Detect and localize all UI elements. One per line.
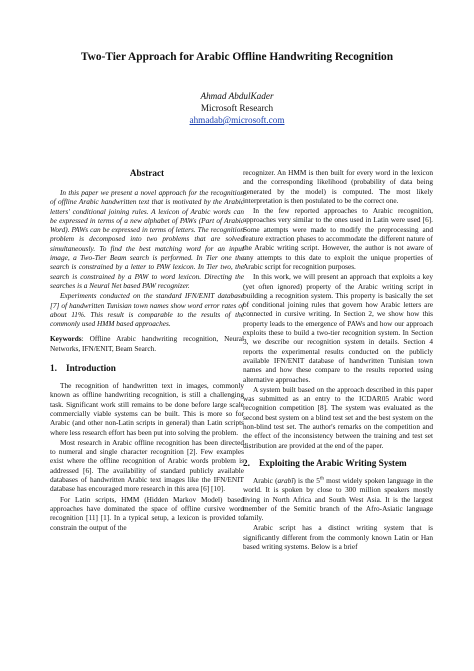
- body-paragraph: Arabic script has a distinct writing system that is significantly different from the commonly known Latin or Han based writing systems. Below is a brief: [243, 523, 433, 551]
- affiliation: Microsoft Research: [200, 103, 274, 113]
- body-paragraph: Most research in Arabic offline recognition has been directed to numeral and single character recognition [2]. Few examples exist where the offline recognition of Arabic words problem is addressed [6]. The availability of standard publicly available databases of handwritten Arabic text images like the IFN/ENIT database has encouraged more research in this area [6] [10].: [50, 437, 244, 494]
- section-heading-introduction: 1. Introduction: [50, 363, 116, 374]
- keywords-text: : Offline Arabic handwriting recognition, Neural Networks, IFN/ENIT, Beam Search.: [50, 334, 244, 353]
- author-name: Ahmad AbdulKader: [200, 91, 274, 101]
- abstract-heading: Abstract: [129, 168, 165, 178]
- body-paragraph: In this work, we will present an approach that exploits a key (yet often ignored) property of the Arabic writing script in building a recognition system. This property is basically the set of conditional joining rules that govern how Arabic letters are connected in cursive writing. In Section 2, we show how this property leads to the emergence of PAWs and how our approach exploits these to build a two-tier recognition system. In Section 3, we describe our recognition system in details. Section 4 reports the experimental results conducted on the publicly available IFN/ENIT database of handwritten Tunisian town names and how these compare to the results reported using alternative approaches.: [243, 272, 433, 384]
- body-paragraph: Arabic (arabī) is the 5th most widely spoken language in the world. It is spoken by close to 300 million speakers mostly living in North Africa and South West Asia. It is the largest member of the Semitic branch of the Afro-Asiatic language family.: [243, 475, 433, 523]
- keywords: [50, 334, 244, 353]
- body-paragraph: recognizer. An HMM is then built for every word in the lexicon and the corresponding likelihood (probability of data being generated by the model) is computed. The most likely interpretation is then postulated to be the correct one.: [243, 168, 433, 205]
- email-link[interactable]: ahmadab@microsoft.com: [189, 115, 285, 125]
- paper-title: Two-Tier Approach for Arabic Offline Handwriting Recognition: [80, 51, 394, 63]
- right-column: [243, 168, 433, 552]
- section-heading-arabic-writing: 2. Exploiting the Arabic Writing System: [243, 457, 407, 468]
- body-paragraph: In the few reported approaches to Arabic recognition, approaches very similar to the ones used in Latin were used [6]. Some attempts were made to modify the preprocessing and feature extraction phases to accommodate the different nature of the Arabic writing script. However, the author is not aware of any attempts to this date to exploit the unique properties of Arabic script for recognition purposes.: [243, 206, 433, 271]
- body-paragraph: For Latin scripts, HMM (Hidden Markov Model) based approaches have dominated the space of offline cursive word recognition [11] [1]. In a typical setup, a lexicon is provided to constrain the output of the: [50, 494, 244, 532]
- author-block: [120, 90, 354, 126]
- abstract-body: [50, 188, 244, 328]
- abstract-paragraph: In this paper we present a novel approach for the recognition of offline Arabic handwritten text that is motivated by the Arabic letters' conditional joining rules. A lexicon of Arabic words can be expressed in terms of a new alphabet of PAWs (Part of Arabic Word). PAWs can be expressed in terms of letters. The recognition problem is decomposed into two problems that are solved simultaneously. To find the best matching word for an input image, a Two-Tier Beam search is performed. In Tier one the search is constrained by a letter to PAW lexicon. In Tier two, the search is constrained by a PAW to word lexicon. Directing the searches is a Neural Net based PAW recognizer.: [50, 188, 244, 290]
- body-paragraph: The recognition of handwritten text in images, commonly known as offline handwriting recognition, is still a challenging task. Significant work still remains to be done before large scale commercially viable systems can be built. This is more so for Arabic (and other non-Latin scripts in general) than Latin scripts where less research effort has been put into solving the problem.: [50, 381, 244, 437]
- keywords-label: Keywords: [50, 334, 82, 344]
- left-column: [50, 168, 244, 533]
- body-paragraph: A system built based on the approach described in this paper was submitted as an entry to the ICDAR05 Arabic word recognition competition [8]. The system was evaluated as the second best system on a blind test set and the best system on the non-blind test set. The author's remarks on the competition and the effect of the inconsistency between the training and test set distribution are provided at the end of the paper.: [243, 384, 433, 450]
- abstract-paragraph: Experiments conducted on the standard IFN/ENIT database [7] of handwritten Tunisian town names show word error rates of about 11%. This result is comparable to the results of the commonly used HMM based approaches.: [50, 291, 244, 329]
